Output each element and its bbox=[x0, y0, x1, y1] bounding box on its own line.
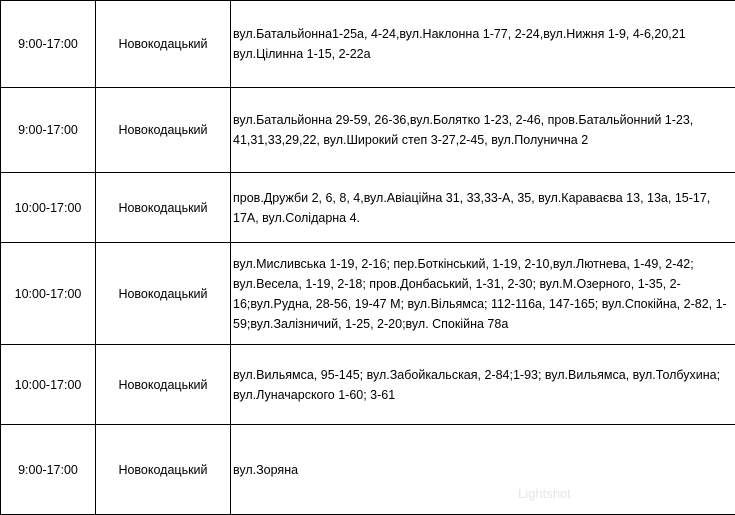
streets-line: 17А, вул.Солідарна 4. bbox=[233, 208, 735, 228]
district-cell: Новокодацький bbox=[96, 1, 231, 88]
streets-cell bbox=[231, 243, 735, 345]
table-row bbox=[1, 345, 735, 425]
district-cell: Новокодацький bbox=[96, 243, 231, 345]
time-cell: 10:00-17:00 bbox=[1, 243, 96, 345]
streets-line: вул.Зоряна bbox=[233, 460, 735, 480]
table-row bbox=[1, 173, 735, 243]
district-cell: Новокодацький bbox=[96, 173, 231, 243]
time-cell: 10:00-17:00 bbox=[1, 173, 96, 243]
streets-line: вул.Весела, 1-19, 2-18; пров.Донбаський, 1-31, 2-30; вул.М.Озерного, 1-35, 2- bbox=[233, 274, 735, 294]
table-row bbox=[1, 243, 735, 345]
time-cell: 9:00-17:00 bbox=[1, 425, 96, 515]
district-cell: Новокодацький bbox=[96, 345, 231, 425]
streets-cell bbox=[231, 88, 735, 173]
table-row bbox=[1, 1, 735, 88]
time-cell: 9:00-17:00 bbox=[1, 1, 96, 88]
time-cell: 9:00-17:00 bbox=[1, 88, 96, 173]
streets-line: вул.Цілинна 1-15, 2-22а bbox=[233, 44, 735, 64]
streets-cell bbox=[231, 1, 735, 88]
district-cell: Новокодацький bbox=[96, 88, 231, 173]
streets-line: вул.Батальйонна1-25а, 4-24,вул.Наклонна 1-77, 2-24,вул.Нижня 1-9, 4-6,20,21 bbox=[233, 24, 735, 44]
streets-cell bbox=[231, 345, 735, 425]
streets-cell bbox=[231, 425, 735, 515]
district-cell: Новокодацький bbox=[96, 425, 231, 515]
table-row bbox=[1, 88, 735, 173]
streets-line: вул.Луначарского 1-60; 3-61 bbox=[233, 385, 735, 405]
streets-cell bbox=[231, 173, 735, 243]
streets-line: вул.Мисливська 1-19, 2-16; пер.Боткінський, 1-19, 2-10,вул.Лютнева, 1-49, 2-42; bbox=[233, 254, 735, 274]
table-row bbox=[1, 425, 735, 515]
streets-line: 59;вул.Залізничий, 1-25, 2-20;вул. Спокійна 78а bbox=[233, 314, 735, 334]
streets-line: 16;вул.Рудна, 28-56, 19-47 М; вул.Вільямса; 112-116а, 147-165; вул.Спокійна, 2-82, 1- bbox=[233, 294, 735, 314]
time-cell: 10:00-17:00 bbox=[1, 345, 96, 425]
streets-line: вул.Вильямса, 95-145; вул.Забойкальская, 2-84;1-93; вул.Вильямса, вул.Толбухина; bbox=[233, 365, 735, 385]
streets-line: пров.Дружби 2, 6, 8, 4,вул.Авіаційна 31, 33,33-А, 35, вул.Караваєва 13, 13а, 15-17, bbox=[233, 188, 735, 208]
streets-line: вул.Батальйонна 29-59, 26-36,вул.Болятко 1-23, 2-46, пров.Батальйонний 1-23, bbox=[233, 110, 735, 130]
watermark-text: Lightshot bbox=[518, 486, 571, 501]
streets-line: 41,31,33,29,22, вул.Широкий степ 3-27,2-45, вул.Полунична 2 bbox=[233, 130, 735, 150]
